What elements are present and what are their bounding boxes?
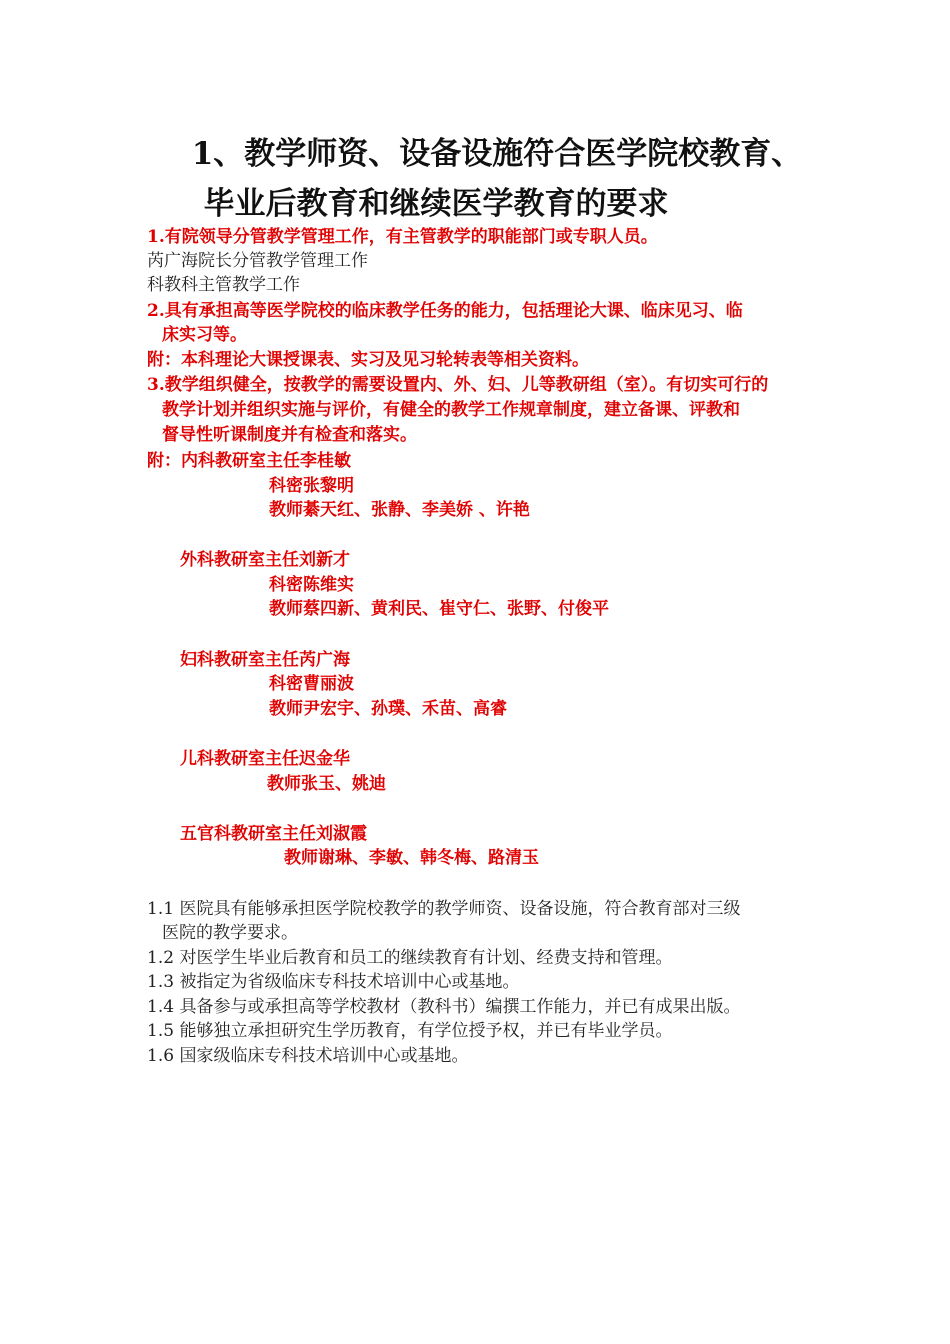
standard-1-1-line-2: 医院的教学要求。 (162, 923, 298, 943)
surgery-head: 外科教研室主任刘新才 (180, 550, 350, 570)
requirement-3-line-2: 教学计划并组织实施与评价，有健全的教学工作规章制度，建立备课、评教和 (162, 400, 740, 420)
standard-1-1-line-1: 1.1 医院具有能够承担医学院校教学的教学师资、设备设施，符合教育部对三级 (147, 899, 741, 919)
internal-medicine-head: 附：内科教研室主任李桂敏 (147, 451, 351, 471)
gynecology-secretary: 科密曹丽波 (269, 674, 354, 694)
requirement-1-note-2: 科教科主管教学工作 (147, 275, 300, 295)
internal-medicine-secretary: 科密张黎明 (269, 476, 354, 496)
page-title-line-1: 1、教学师资、设备设施符合医学院校教育、 (191, 136, 803, 172)
standard-1-2: 1.2 对医学生毕业后教育和员工的继续教育有计划、经费支持和管理。 (147, 948, 673, 968)
pediatrics-head: 儿科教研室主任迟金华 (180, 749, 350, 769)
requirement-1-note-1: 芮广海院长分管教学管理工作 (147, 251, 368, 271)
surgery-teachers: 教师蔡四新、黄利民、崔守仁、张野、付俊平 (269, 599, 609, 619)
gynecology-head: 妇科教研室主任芮广海 (180, 650, 350, 670)
gynecology-teachers: 教师尹宏宇、孙璞、禾苗、高睿 (269, 699, 507, 719)
requirement-1: 1.有院领导分管教学管理工作，有主管教学的职能部门或专职人员。 (147, 227, 658, 247)
ent-head: 五官科教研室主任刘淑霞 (180, 824, 367, 844)
standard-1-5: 1.5 能够独立承担研究生学历教育，有学位授予权，并已有毕业学员。 (147, 1021, 673, 1041)
appendix-1: 附：本科理论大课授课表、实习及见习轮转表等相关资料。 (147, 350, 589, 370)
requirement-3-line-1: 3.教学组织健全，按教学的需要设置内、外、妇、儿等教研组（室）。有切实可行的 (147, 375, 769, 395)
standard-1-3: 1.3 被指定为省级临床专科技术培训中心或基地。 (147, 972, 520, 992)
ent-teachers: 教师谢琳、李敏、韩冬梅、路清玉 (284, 848, 539, 868)
requirement-2-line-1: 2.具有承担高等医学院校的临床教学任务的能力，包括理论大课、临床见习、临 (147, 301, 743, 321)
page-title-line-2: 毕业后教育和继续医学教育的要求 (203, 186, 669, 222)
requirement-3-line-3: 督导性听课制度并有检查和落实。 (162, 425, 417, 445)
standard-1-6: 1.6 国家级临床专科技术培训中心或基地。 (147, 1046, 469, 1066)
internal-medicine-teachers: 教师綦天红、张静、李美娇 、许艳 (269, 500, 530, 520)
requirement-2-line-2: 床实习等。 (162, 325, 247, 345)
surgery-secretary: 科密陈维实 (269, 575, 354, 595)
pediatrics-teachers: 教师张玉、姚迪 (267, 774, 386, 794)
standard-1-4: 1.4 具备参与或承担高等学校教材（教科书）编撰工作能力，并已有成果出版。 (147, 997, 741, 1017)
